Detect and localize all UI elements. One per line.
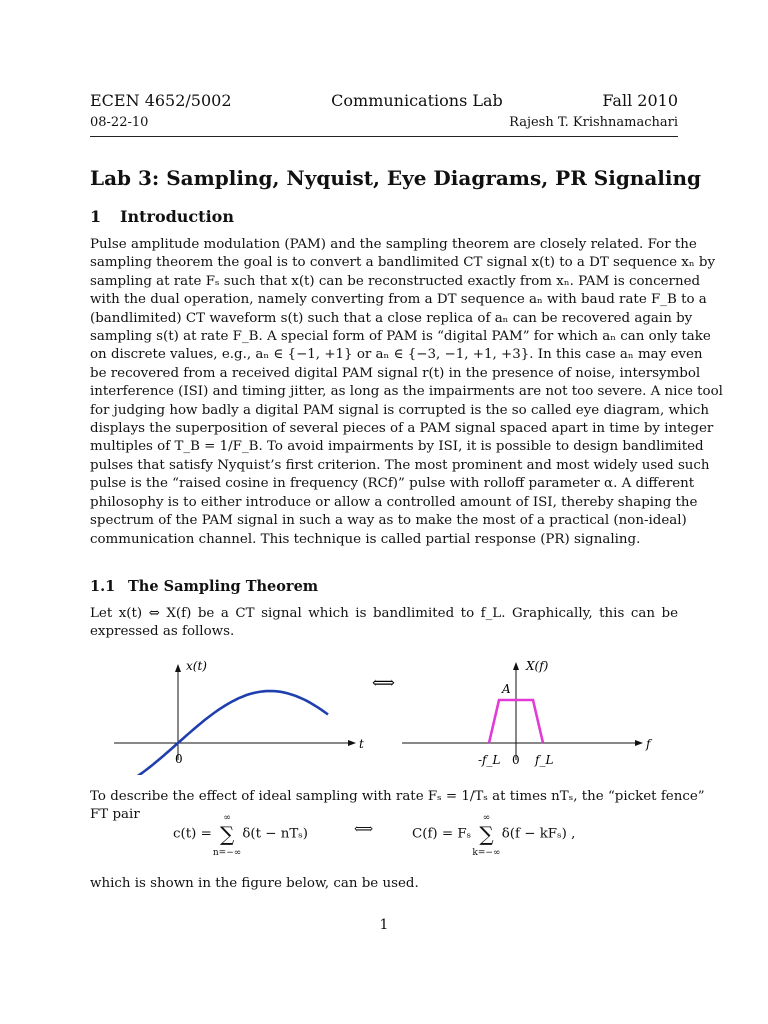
sum-lower-limit: k=−∞	[472, 848, 501, 858]
intro-line: with the dual operation, namely converting from a DT sequence aₙ with baud rate F_B to a	[90, 292, 707, 308]
term: Fall 2010	[602, 91, 678, 110]
closing-line: which is shown in the figure below, can be used.	[90, 876, 419, 891]
picket-line: To describe the effect of ideal sampling with rate Fₛ = 1/Tₛ at times nTₛ, the “picket fence”	[90, 789, 705, 804]
intro-line: displays the superposition of several pieces of a PAM signal spaced apart in time by integer	[90, 421, 714, 437]
left-origin-label: 0	[175, 752, 183, 766]
right-y-label: X(f)	[526, 659, 549, 673]
signal-curve	[122, 691, 328, 775]
fourier-pair-arrow: ⟺	[372, 673, 395, 692]
section-heading	[90, 207, 234, 226]
summation-symbol: ∑ ∞ n=−∞	[212, 813, 242, 858]
page-number: 1	[379, 917, 389, 933]
intro-line: Pulse amplitude modulation (PAM) and the sampling theorem are closely related. For the	[90, 237, 697, 252]
intro-line: interference (ISI) and timing jitter, as long as the impairments are not too severe. A nice tool	[90, 384, 723, 400]
intro-line: multiples of T_B = 1/F_B. To avoid impairments by ISI, it is possible to design bandlimited	[90, 439, 704, 455]
intro-paragraph	[90, 236, 723, 549]
header-top-row	[90, 91, 678, 110]
neg-fl-tick-label: -f_L	[478, 753, 501, 767]
intro-line: pulse is the “raised cosine in frequency (RCf)” pulse with rolloff parameter α. A different	[90, 476, 695, 492]
eq-right-body: δ(f − kFₛ) ,	[501, 826, 576, 842]
lab-name: Communications Lab	[331, 91, 503, 110]
amplitude-label: A	[502, 682, 511, 696]
course-code: ECEN 4652/5002	[90, 91, 232, 110]
intro-line: sampling theorem the goal is to convert a bandlimited CT signal x(t) to a DT sequence xₙ by	[90, 255, 716, 271]
subsection-number: 1.1	[90, 578, 116, 595]
author: Rajesh T. Krishnamachari	[509, 115, 678, 130]
sum-upper-limit: ∞	[482, 813, 491, 823]
intro-line: (bandlimited) CT waveform s(t) such that a close replica of aₙ can be recovered again by	[90, 310, 693, 326]
picket-fence-time-equation	[173, 813, 309, 858]
intro-line: on discrete values, e.g., aₙ ∈ {−1, +1} or aₙ ∈ {−3, −1, +1, +3}. In this case aₙ may even	[90, 347, 703, 363]
intro-line: pulses that satisfy Nyquist’s first criterion. The most prominent and most widely used such	[90, 457, 710, 473]
section-title: Introduction	[120, 207, 234, 226]
picket-line: FT pair	[90, 807, 140, 823]
section-number: 1	[90, 207, 102, 226]
intro-line: be recovered from a received digital PAM signal r(t) in the presence of noise, intersymbol	[90, 365, 701, 381]
sampling-line: Let x(t) ⇔ X(f) be a CT signal which is bandlimited to f_L. Graphically, this can be	[90, 606, 678, 621]
doc-date: 08-22-10	[90, 115, 149, 130]
left-y-label: x(t)	[186, 659, 207, 673]
picket-fence-freq-equation	[412, 813, 576, 858]
sampling-line: expressed as follows.	[90, 624, 235, 640]
eq-left-body: δ(t − nTₛ)	[242, 826, 309, 842]
intro-line: spectrum of the PAM signal in such a way as to make the most of a practical (non-ideal)	[90, 513, 687, 529]
left-x-label: t	[359, 737, 364, 751]
right-x-label: f	[646, 737, 651, 751]
header-bottom-row	[90, 115, 678, 130]
subsection-title: The Sampling Theorem	[128, 578, 319, 595]
intro-line: communication channel. This technique is called partial response (PR) signaling.	[90, 531, 641, 547]
pos-fl-tick-label: f_L	[535, 753, 554, 767]
intro-line: sampling at rate Fₛ such that x(t) can be reconstructed exactly from xₙ. PAM is concerned	[90, 273, 701, 289]
closing-paragraph	[90, 875, 678, 893]
eq-left-lhs: c(t) =	[173, 826, 212, 842]
header-rule	[90, 136, 678, 137]
sampling-paragraph	[90, 605, 678, 642]
intro-line: philosophy is to either introduce or allow a controlled amount of ISI, thereby shaping the	[90, 494, 698, 510]
equation-iff-arrow: ⟺	[354, 822, 374, 837]
summation-symbol: ∑ ∞ k=−∞	[472, 813, 501, 858]
eq-right-lhs: C(f) = Fₛ	[412, 826, 472, 842]
intro-line: sampling s(t) at rate F_B. A special form of PAM is “digital PAM” for which aₙ can only take	[90, 329, 711, 345]
sum-upper-limit: ∞	[223, 813, 231, 823]
subsection-heading	[90, 578, 318, 595]
intro-line: for judging how badly a digital PAM signal is corrupted is the so called eye diagram, which	[90, 402, 709, 418]
bandlimited-signal-figure	[0, 650, 768, 775]
zero-tick-label: 0	[512, 753, 520, 767]
sum-lower-limit: n=−∞	[212, 848, 242, 858]
picket-fence-paragraph	[90, 788, 705, 825]
page-title: Lab 3: Sampling, Nyquist, Eye Diagrams, PR Signaling	[90, 166, 702, 190]
